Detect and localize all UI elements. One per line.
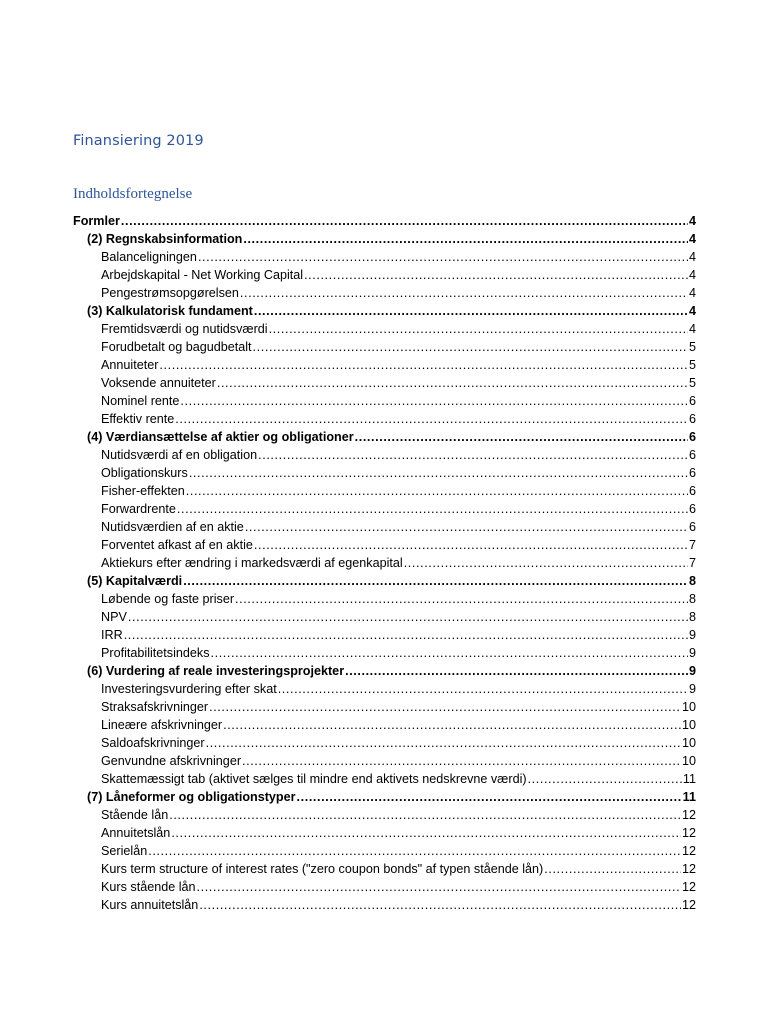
toc-entry-label: IRR xyxy=(101,628,123,642)
toc-entry-page-number: 11 xyxy=(682,790,696,804)
toc-entry[interactable] xyxy=(73,698,696,716)
toc-dot-leader xyxy=(254,302,688,320)
toc-dot-leader xyxy=(528,770,682,788)
toc-entry[interactable] xyxy=(73,680,696,698)
toc-dot-leader xyxy=(169,806,681,824)
toc-entry[interactable] xyxy=(73,320,696,338)
toc-entry-label: (5) Kapitalværdi xyxy=(87,574,183,588)
toc-entry-label: Kurs term structure of interest rates ("zero coupon bonds" af typen stående lån) xyxy=(101,862,544,876)
toc-dot-leader xyxy=(183,572,688,590)
toc-entry-label: Straksafskrivninger xyxy=(101,700,209,714)
toc-entry-label: Skattemæssigt tab (aktivet sælges til mindre end aktivets nedskrevne værdi) xyxy=(101,772,527,786)
toc-entry-page-number: 4 xyxy=(688,232,696,246)
toc-entry[interactable] xyxy=(73,500,696,518)
toc-entry-page-number: 4 xyxy=(688,304,696,318)
toc-entry-page-number: 10 xyxy=(681,718,696,732)
toc-entry-page-number: 6 xyxy=(688,448,696,462)
toc-dot-leader xyxy=(243,230,688,248)
toc-entry[interactable] xyxy=(73,860,696,878)
toc-entry-page-number: 8 xyxy=(688,592,696,606)
toc-entry-page-number: 6 xyxy=(688,394,696,408)
toc-entry-page-number: 10 xyxy=(681,700,696,714)
toc-entry-page-number: 9 xyxy=(688,682,696,696)
toc-entry-label: (7) Låneformer og obligationstyper xyxy=(87,790,296,804)
toc-entry-label: Nutidsværdien af en aktie xyxy=(101,520,244,534)
toc-entry[interactable] xyxy=(73,518,696,536)
toc-entry-page-number: 4 xyxy=(688,250,696,264)
toc-entry-label: Annuitetslån xyxy=(101,826,171,840)
toc-entry-page-number: 12 xyxy=(681,862,696,876)
toc-dot-leader xyxy=(223,716,681,734)
toc-entry-label: Forudbetalt og bagudbetalt xyxy=(101,340,252,354)
toc-entry[interactable] xyxy=(73,446,696,464)
document-title: Finansiering 2019 xyxy=(73,133,204,149)
toc-entry-label: Løbende og faste priser xyxy=(101,592,235,606)
toc-entry-page-number: 6 xyxy=(688,502,696,516)
toc-entry[interactable] xyxy=(73,248,696,266)
toc-dot-leader xyxy=(269,320,688,338)
toc-dot-leader xyxy=(177,500,688,518)
toc-entry-page-number: 5 xyxy=(688,358,696,372)
toc-entry[interactable] xyxy=(73,752,696,770)
toc-entry[interactable] xyxy=(73,806,696,824)
toc-entry-label: Profitabilitetsindeks xyxy=(101,646,210,660)
toc-entry-page-number: 10 xyxy=(681,736,696,750)
toc-dot-leader xyxy=(148,842,681,860)
toc-dot-leader xyxy=(209,698,681,716)
toc-entry-page-number: 6 xyxy=(688,466,696,480)
toc-entry-page-number: 6 xyxy=(688,484,696,498)
toc-dot-leader xyxy=(124,626,688,644)
toc-entry-label: Arbejdskapital - Net Working Capital xyxy=(101,268,304,282)
toc-dot-leader xyxy=(355,428,688,446)
toc-entry-page-number: 9 xyxy=(688,664,696,678)
toc-entry[interactable] xyxy=(73,716,696,734)
toc-entry-label: Kurs stående lån xyxy=(101,880,196,894)
toc-entry-page-number: 4 xyxy=(688,322,696,336)
toc-entry-label: Forwardrente xyxy=(101,502,176,516)
toc-entry[interactable] xyxy=(73,230,696,248)
toc-entry[interactable] xyxy=(73,356,696,374)
toc-entry[interactable] xyxy=(73,482,696,500)
toc-entry-label: Effektiv rente xyxy=(101,412,175,426)
toc-entry-page-number: 5 xyxy=(688,340,696,354)
toc-entry-page-number: 4 xyxy=(688,286,696,300)
toc-entry-label: Serielån xyxy=(101,844,148,858)
toc-entry-page-number: 6 xyxy=(688,430,696,444)
toc-entry-label: Aktiekurs efter ændring i markedsværdi af egenkapital xyxy=(101,556,403,570)
toc-entry-label: Voksende annuiteter xyxy=(101,376,216,390)
toc-entry-label: (2) Regnskabsinformation xyxy=(87,232,243,246)
toc-entry[interactable] xyxy=(73,536,696,554)
toc-dot-leader xyxy=(206,734,681,752)
toc-entry-label: Fremtidsværdi og nutidsværdi xyxy=(101,322,268,336)
toc-entry-label: Stående lån xyxy=(101,808,169,822)
toc-entry[interactable] xyxy=(73,590,696,608)
toc-entry[interactable] xyxy=(73,842,696,860)
toc-heading: Indholdsfortegnelse xyxy=(73,186,193,202)
toc-dot-leader xyxy=(199,896,681,914)
toc-entry[interactable] xyxy=(73,572,696,590)
toc-entry-page-number: 8 xyxy=(688,610,696,624)
toc-entry-label: Formler xyxy=(73,214,120,228)
toc-entry-page-number: 12 xyxy=(681,844,696,858)
toc-entry[interactable] xyxy=(73,770,696,788)
toc-entry-label: Kurs annuitetslån xyxy=(101,898,199,912)
toc-entry-label: Pengestrømsopgørelsen xyxy=(101,286,239,300)
toc-entry[interactable] xyxy=(73,302,696,320)
toc-entry-label: (3) Kalkulatorisk fundament xyxy=(87,304,253,318)
toc-entry-page-number: 6 xyxy=(688,412,696,426)
toc-entry[interactable] xyxy=(73,896,696,914)
toc-entry[interactable] xyxy=(73,410,696,428)
toc-dot-leader xyxy=(180,392,688,410)
toc-entry[interactable] xyxy=(73,788,696,806)
toc-entry-label: Nutidsværdi af en obligation xyxy=(101,448,258,462)
toc-dot-leader xyxy=(242,752,681,770)
toc-entry-page-number: 7 xyxy=(688,538,696,552)
toc-entry[interactable] xyxy=(73,374,696,392)
toc-entry[interactable] xyxy=(73,266,696,284)
toc-entry[interactable] xyxy=(73,878,696,896)
toc-dot-leader xyxy=(253,338,688,356)
toc-entry-label: Saldoafskrivninger xyxy=(101,736,205,750)
toc-entry-page-number: 12 xyxy=(681,808,696,822)
toc-entry-page-number: 4 xyxy=(688,214,696,228)
toc-entry-label: Genvundne afskrivninger xyxy=(101,754,242,768)
toc-dot-leader xyxy=(217,374,688,392)
toc-entry[interactable] xyxy=(73,212,696,230)
toc-entry-page-number: 8 xyxy=(688,574,696,588)
table-of-contents xyxy=(73,212,696,914)
toc-entry[interactable] xyxy=(73,428,696,446)
toc-entry[interactable] xyxy=(73,554,696,572)
toc-entry-page-number: 4 xyxy=(688,268,696,282)
toc-dot-leader xyxy=(254,536,688,554)
toc-entry-label: (4) Værdiansættelse af aktier og obligationer xyxy=(87,430,354,444)
toc-entry-label: Obligationskurs xyxy=(101,466,188,480)
toc-entry[interactable] xyxy=(73,608,696,626)
toc-entry-label: Balanceligningen xyxy=(101,250,197,264)
toc-dot-leader xyxy=(186,482,688,500)
toc-entry-page-number: 9 xyxy=(688,628,696,642)
toc-entry-label: Forventet afkast af en aktie xyxy=(101,538,253,552)
toc-dot-leader xyxy=(121,212,688,230)
toc-entry[interactable] xyxy=(73,662,696,680)
toc-dot-leader xyxy=(198,248,688,266)
toc-dot-leader xyxy=(175,410,688,428)
toc-dot-leader xyxy=(297,788,682,806)
toc-entry-page-number: 11 xyxy=(682,772,696,786)
toc-dot-leader xyxy=(211,644,688,662)
toc-entry[interactable] xyxy=(73,734,696,752)
toc-entry-page-number: 7 xyxy=(688,556,696,570)
toc-entry-label: Fisher-effekten xyxy=(101,484,185,498)
toc-entry-page-number: 12 xyxy=(681,880,696,894)
toc-dot-leader xyxy=(197,878,681,896)
toc-entry[interactable] xyxy=(73,284,696,302)
toc-entry[interactable] xyxy=(73,338,696,356)
toc-entry-page-number: 12 xyxy=(681,898,696,912)
toc-dot-leader xyxy=(240,284,688,302)
toc-dot-leader xyxy=(159,356,688,374)
toc-entry[interactable] xyxy=(73,644,696,662)
toc-dot-leader xyxy=(235,590,688,608)
toc-dot-leader xyxy=(304,266,688,284)
toc-entry-label: Nominel rente xyxy=(101,394,180,408)
toc-dot-leader xyxy=(404,554,688,572)
toc-entry-page-number: 10 xyxy=(681,754,696,768)
toc-dot-leader xyxy=(258,446,688,464)
toc-entry-page-number: 6 xyxy=(688,520,696,534)
toc-entry-label: NPV xyxy=(101,610,127,624)
toc-entry[interactable] xyxy=(73,392,696,410)
toc-entry[interactable] xyxy=(73,464,696,482)
toc-entry-page-number: 12 xyxy=(681,826,696,840)
toc-dot-leader xyxy=(171,824,681,842)
toc-entry[interactable] xyxy=(73,626,696,644)
toc-entry-label: Annuiteter xyxy=(101,358,159,372)
toc-entry-label: Investeringsvurdering efter skat xyxy=(101,682,277,696)
toc-dot-leader xyxy=(345,662,688,680)
toc-dot-leader xyxy=(544,860,681,878)
toc-dot-leader xyxy=(245,518,688,536)
toc-entry-page-number: 9 xyxy=(688,646,696,660)
toc-dot-leader xyxy=(189,464,688,482)
toc-entry-label: (6) Vurdering af reale investeringsprojekter xyxy=(87,664,345,678)
toc-entry-label: Lineære afskrivninger xyxy=(101,718,223,732)
toc-dot-leader xyxy=(278,680,688,698)
toc-entry-page-number: 5 xyxy=(688,376,696,390)
toc-dot-leader xyxy=(128,608,688,626)
toc-entry[interactable] xyxy=(73,824,696,842)
